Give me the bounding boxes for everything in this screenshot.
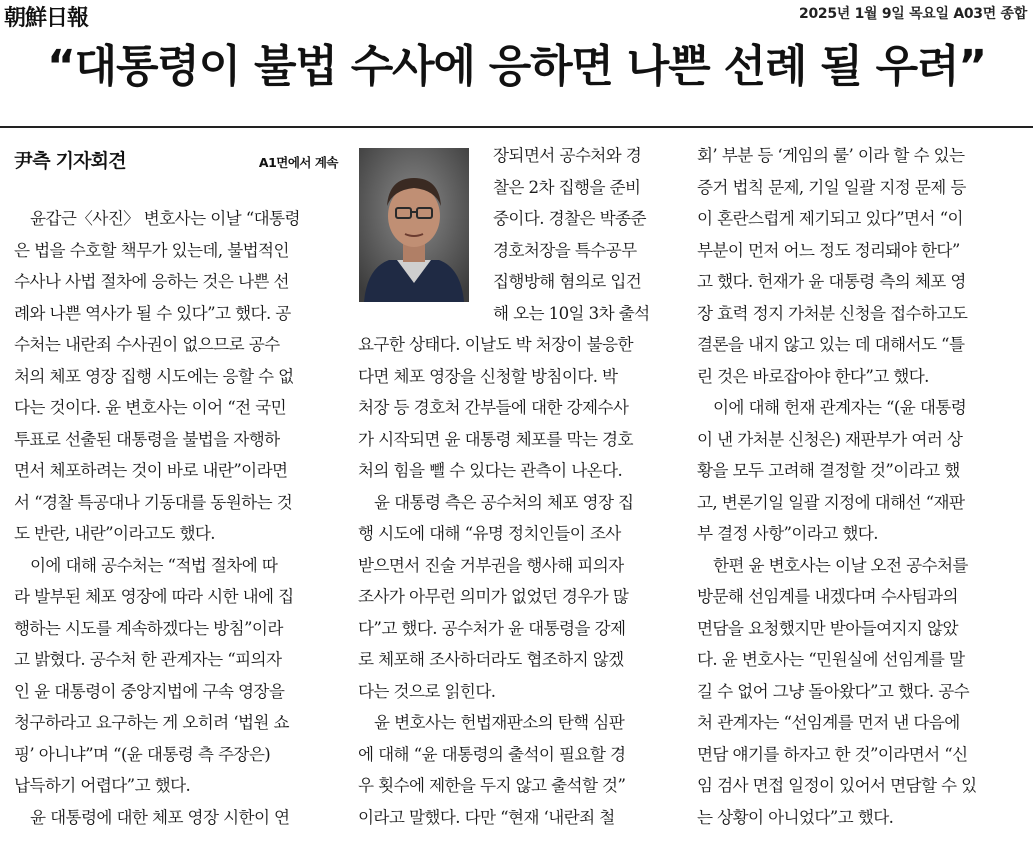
text-line: 도 반란, 내란”이라고도 했다.	[14, 524, 215, 543]
text-line: 다. 윤 변호사는 “민원실에 선임계를 말	[697, 650, 965, 669]
text-line: 서 “경찰 특공대나 기동대를 동원하는 것	[14, 492, 293, 512]
text-line: 린 것은 바로잡아야 한다”고 했다.	[697, 366, 929, 386]
text-line: 례와 나쁜 역사가 될 수 있다”고 했다. 공	[14, 303, 291, 323]
section-header	[14, 146, 338, 173]
text-line: 처의 체포 영장 집행 시도에는 응할 수 없	[14, 366, 294, 386]
text-line: 면담을 요청했지만 받아들여지지 않았	[697, 618, 958, 638]
text-line: 길 수 없어 그냥 돌아왔다”고 했다. 공수	[697, 681, 970, 701]
text-line: 수처는 내란죄 수사권이 없으므로 공수	[14, 335, 280, 354]
section-title: 尹측 기자회견	[14, 150, 126, 172]
text-line: 한편 윤 변호사는 이날 오전 공수처를	[697, 555, 968, 575]
text-line: 이에 대해 공수처는 “적법 절차에 따	[14, 555, 278, 575]
text-line: 다면 체포 영장을 신청할 방침이다. 박	[358, 366, 618, 386]
column-2-top-text	[493, 140, 676, 329]
text-line: 행 시도에 대해 “유명 정치인들이 조사	[358, 524, 621, 543]
text-line: 핑’ 아니냐”며 “(윤 대통령 측 주장은)	[14, 744, 271, 764]
article-column-3	[697, 140, 1021, 833]
text-line: 청구하라고 요구하는 게 오히려 ‘법원 쇼	[14, 713, 289, 732]
text-line: 부 결정 사항”이라고 했다.	[697, 524, 878, 543]
text-line: 조사가 아무런 의미가 없었던 경우가 많	[358, 587, 629, 606]
text-line: 고 밝혔다. 공수처 한 관계자는 “피의자	[14, 650, 282, 669]
text-line: 증거 법칙 문제, 기일 일괄 지정 문제 등	[697, 177, 966, 197]
text-line: 처 관계자는 “선임계를 먼저 낸 다음에	[697, 713, 960, 732]
text-line: 해 오는 10일 3차 출석	[493, 303, 650, 323]
text-line: 장되면서 공수처와 경	[493, 146, 642, 165]
text-line: 중이다. 경찰은 박종준	[493, 209, 646, 228]
portrait-photo-icon	[359, 148, 469, 302]
column-1-text	[14, 203, 338, 833]
text-line: 로 체포해 조사하더라도 협조하지 않겠	[358, 650, 624, 669]
text-line: 처의 힘을 뺄 수 있다는 관측이 나온다.	[358, 461, 623, 480]
article-column-2-top	[493, 140, 676, 329]
text-line: 이라고 말했다. 다만 “현재 ‘내란죄 철	[358, 807, 615, 827]
text-line: 장 효력 정지 가처분 신청을 접수하고도	[697, 303, 968, 323]
text-line: 는 상황이 아니었다”고 했다.	[697, 807, 894, 827]
text-line: 인 윤 대통령이 중앙지법에 구속 영장을	[14, 681, 285, 701]
text-line: 행하는 시도를 계속하겠다는 방침”이라	[14, 618, 283, 638]
text-line: 고, 변론기일 일괄 지정에 대해선 “재판	[697, 492, 965, 512]
column-3-text	[697, 140, 1021, 833]
text-line: 처장 등 경호처 간부들에 대한 강제수사	[358, 398, 629, 417]
newspaper-logo: 朝鮮日報	[4, 5, 89, 31]
text-line: 방문해 선임계를 내겠다며 수사팀과의	[697, 587, 958, 606]
text-line: 다”고 했다. 공수처가 윤 대통령을 강제	[358, 618, 626, 638]
issue-date-page: 2025년 1월 9일 목요일 A03면 종합	[799, 6, 1027, 22]
text-line: 윤 변호사는 헌법재판소의 탄핵 심판	[358, 713, 625, 732]
text-line: 에 대해 “윤 대통령의 출석이 필요할 경	[358, 744, 626, 764]
text-line: 이 낸 가처분 신청은) 재판부가 여러 상	[697, 429, 963, 449]
text-line: 황을 모두 고려해 결정할 것”이라고 했	[697, 461, 960, 480]
text-line: 수사나 사법 절차에 응하는 것은 나쁜 선	[14, 272, 289, 291]
portrait-photo	[359, 148, 469, 302]
text-line: 투표로 선출된 대통령을 불법을 자행하	[14, 429, 280, 449]
text-line: 결론을 내지 않고 있는 데 대해서도 “틀	[697, 335, 965, 354]
text-line: 이에 대해 헌재 관계자는 “(윤 대통령	[697, 398, 967, 417]
text-line: 이 혼란스럽게 제기되고 있다”면서 “이	[697, 209, 963, 228]
article-headline: “대통령이 불법 수사에 응하면 나쁜 선례 될 우려”	[46, 41, 987, 92]
text-line: 면담 얘기를 하자고 한 것”이라면서 “신	[697, 744, 968, 764]
text-line: 윤 대통령에 대한 체포 영장 시한이 연	[14, 807, 290, 827]
text-line: 요구한 상태다. 이날도 박 처장이 불응한	[358, 335, 633, 354]
text-line: 임 검사 면접 일정이 있어서 면담할 수 있	[697, 776, 977, 795]
text-line: 받으면서 진술 거부권을 행사해 피의자	[358, 555, 624, 575]
text-line: 회’ 부분 등 ‘게임의 룰’ 이라 할 수 있는	[697, 146, 965, 165]
text-line: 우 횟수에 제한을 두지 않고 출석할 것”	[358, 776, 626, 795]
text-line: 윤 대통령 측은 공수처의 체포 영장 집	[358, 492, 634, 512]
text-line: 다는 것으로 읽힌다.	[358, 681, 496, 701]
text-line: 은 법을 수호할 책무가 있는데, 불법적인	[14, 240, 289, 260]
text-line: 가 시작되면 윤 대통령 체포를 막는 경호	[358, 429, 633, 449]
column-2-text	[358, 329, 676, 833]
text-line: 집행방해 혐의로 입건	[493, 272, 642, 291]
text-line: 납득하기 어렵다”고 했다.	[14, 776, 191, 795]
text-line: 경호처장을 특수공무	[493, 240, 637, 260]
article-column-1	[14, 203, 338, 833]
text-line: 찰은 2차 집행을 준비	[493, 177, 641, 197]
text-line: 고 했다. 헌재가 윤 대통령 측의 체포 영	[697, 272, 966, 291]
article-column-2	[358, 329, 676, 833]
text-line: 다는 것이다. 윤 변호사는 이어 “전 국민	[14, 398, 287, 417]
headline-rule	[0, 126, 1033, 128]
continued-from-label: A1면에서 계속	[258, 155, 338, 170]
text-line: 라 발부된 체포 영장에 따라 시한 내에 집	[14, 587, 294, 606]
text-line: 윤갑근〈사진〉 변호사는 이날 “대통령	[14, 209, 300, 228]
text-line: 부분이 먼저 어느 정도 정리돼야 한다”	[697, 240, 960, 260]
text-line: 면서 체포하려는 것이 바로 내란”이라면	[14, 461, 288, 480]
